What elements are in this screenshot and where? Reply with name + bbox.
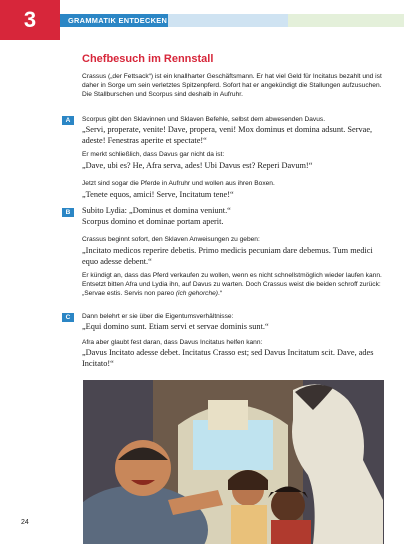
section-c-text-1: Dann belehrt er sie über die Eigentumsverhältnisse: [82, 313, 234, 320]
section-b-text-2a: Er kündigt an, dass das Pferd verkaufen zu wollen, wenn es nicht schnellstmöglich wieder laufen kann. Entsetzt bitten Afra und Lydia ihn, auf Davus zu warten. Doch Crassus weist die beiden schroff zurück: „Servae estis. Servis non pareo [82, 272, 382, 297]
section-header: GRAMMATIK ENTDECKEN [60, 14, 168, 27]
section-c-latin-2: „Davus Incitato adesse debet. Incitatus Crasso est; sed Davus Incitatum scit. Dave, ades Incitato!“ [82, 348, 374, 368]
illustration-svg [83, 380, 384, 544]
comic-illustration [83, 380, 384, 544]
section-b-latin-1a: Subito Lydia: „Dominus et domina veniunt.“ [82, 206, 231, 215]
intro-paragraph: Crassus („der Fettsack“) ist ein knallharter Geschäftsmann. Er hat viel Geld für Incitatus bezahlt und ist daher in Sorge um sein verletztes Spitzenpferd. Sofort hat er angekündigt die Stallungen aufzusuchen. Die Stallburschen und Scorpus sind deshalb in Aufruhr. [82, 73, 382, 98]
section-b-latin-2: „Incitato medicos reperire debetis. Primo medicis pecuniam dare debemus. Tum medici equo adesse debent.“ [82, 246, 373, 266]
section-b-text-2c: .“ [218, 289, 223, 297]
section-a-text-3: Jetzt sind sogar die Pferde in Aufruhr und wollen aus ihren Boxen. [82, 180, 275, 187]
chapter-number: 3 [0, 0, 60, 40]
page-title: Chefbesuch im Rennstall [82, 53, 214, 65]
section-c-text-2: Afra aber glaubt fest daran, dass Davus Incitatus helfen kann: [82, 339, 263, 346]
section-a-text-2: Er merkt schließlich, dass Davus gar nicht da ist: [82, 151, 225, 158]
page-number: 24 [21, 519, 29, 526]
section-a-latin-2: „Dave, ubi es? He, Afra serva, ades! Ubi Davus est? Reperi Davum!“ [82, 161, 313, 170]
section-a-text-1: Scorpus gibt den Sklavinnen und Sklaven Befehle, selbst dem abwesenden Davus. [82, 116, 326, 123]
section-b-text-1: Crassus beginnt sofort, den Sklaven Anweisungen zu geben: [82, 236, 260, 243]
section-a-latin-1: „Servi, properate, venite! Dave, propera, veni! Mox dominus et domina adsunt. Servae, adeste! Fenestras aperite et spectate!“ [82, 125, 373, 145]
section-label-c: C [62, 313, 74, 322]
section-b-text-2b: (ich gehorche) [175, 289, 218, 297]
section-label-b: B [62, 208, 74, 217]
section-b-latin-1b: Scorpus domino et dominae portam aperit. [82, 217, 224, 226]
section-b-text-2 [82, 272, 382, 298]
section-c-latin-1: „Equi domino sunt. Etiam servi et servae dominis sunt.“ [82, 322, 269, 331]
header-decoration [168, 14, 404, 27]
section-label-a: A [62, 116, 74, 125]
section-a-latin-3: „Tenete equos, amici! Serve, Incitatum tene!“ [82, 190, 234, 199]
